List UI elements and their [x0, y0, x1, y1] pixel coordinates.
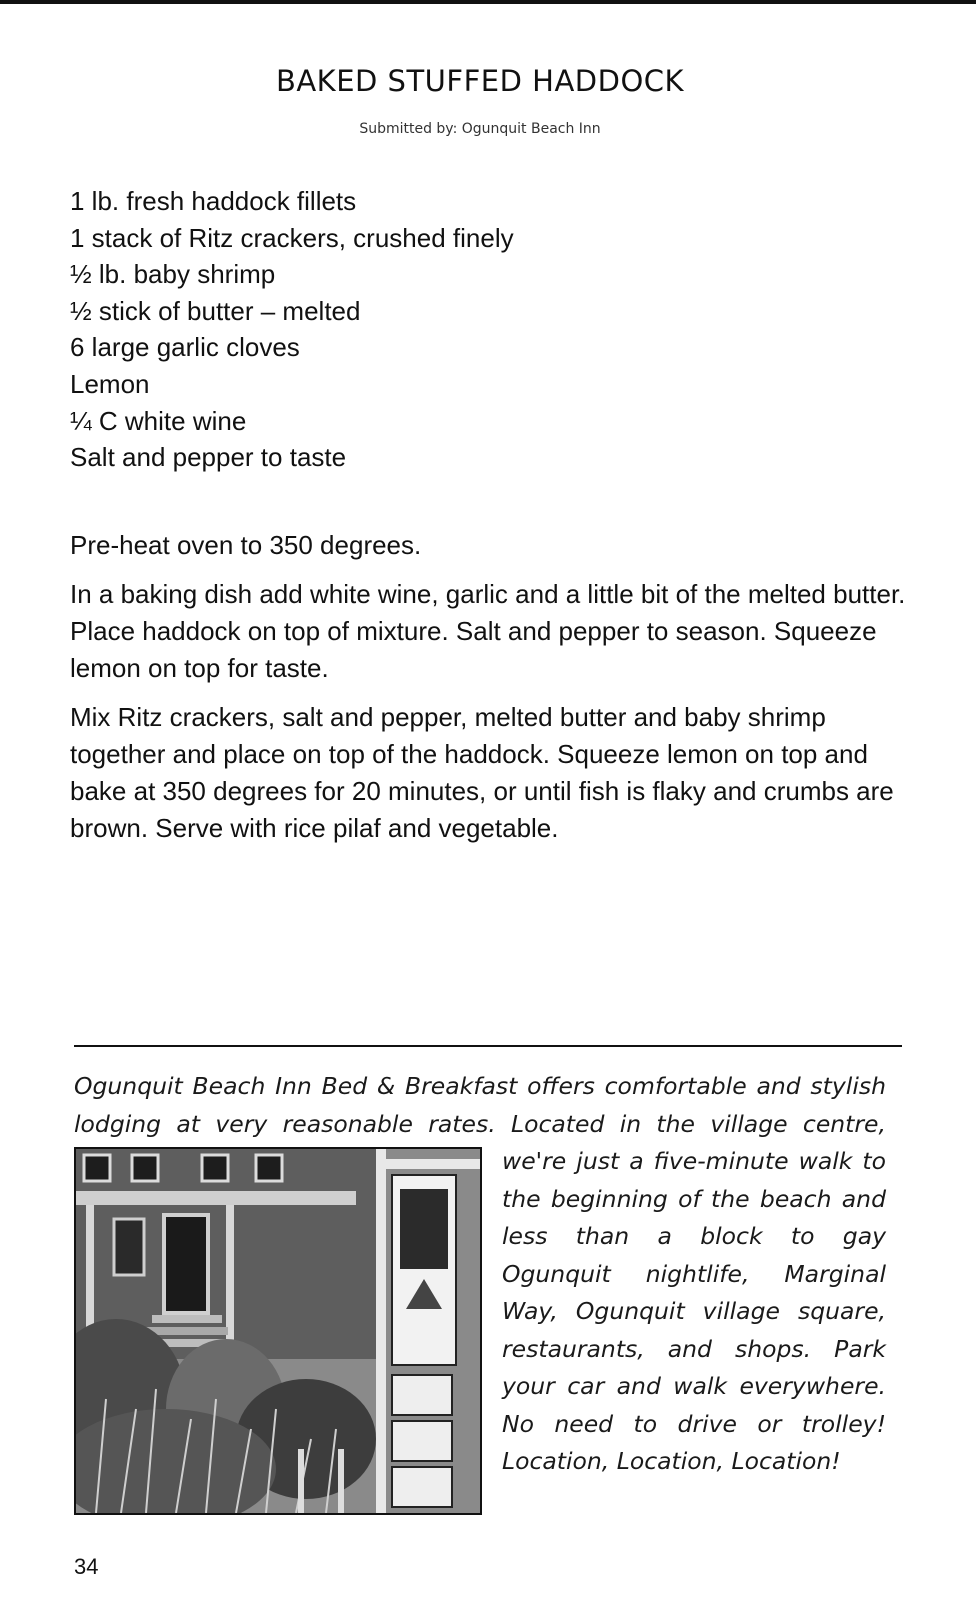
- inn-description-rest: Located in the village centre, we're just a five-minute walk to the beginning of the beach and less than a block to gay Ogunquit nightlife, Marginal Way, Ogunquit village square, restaurants, and shops. Park your car and walk everywhere. No need to drive or trolley! Location, Location, Location!: [502, 1109, 886, 1475]
- inn-description: [74, 1068, 886, 1515]
- inn-description-lead: Ogunquit Beach Inn Bed & Breakfast offers comfortable and stylish lodging at very reasonable rates.: [74, 1072, 886, 1138]
- ingredient-list: [70, 183, 514, 476]
- ingredient-item: Lemon: [70, 368, 150, 399]
- ingredient-item: 6 large garlic cloves: [70, 332, 300, 363]
- ingredient-item: ½ lb. baby shrimp: [70, 259, 276, 290]
- direction-step: In a baking dish add white wine, garlic and a little bit of the melted butter. Place haddock on top of mixture. Salt and pepper to season. Squeeze lemon on top for taste.: [70, 579, 906, 683]
- page-number: 34: [74, 1554, 99, 1579]
- ingredient-item: ½ stick of butter – melted: [70, 295, 361, 326]
- inn-photo: [74, 1147, 482, 1515]
- page-top-rule: [0, 0, 976, 4]
- ingredient-item: Salt and pepper to taste: [70, 442, 347, 473]
- submitted-by: Submitted by: Ogunquit Beach Inn: [359, 121, 601, 137]
- ingredient-item: 1 stack of Ritz crackers, crushed finely: [70, 222, 514, 253]
- section-divider: [74, 1045, 902, 1047]
- direction-step: Pre-heat oven to 350 degrees.: [70, 530, 422, 560]
- direction-step: Mix Ritz crackers, salt and pepper, melted butter and baby shrimp together and place on top of the haddock. Squeeze lemon on top and bake at 350 degrees for 20 minutes, or until fish is flaky and crumbs are brown. Serve with rice pilaf and vegetable.: [70, 702, 894, 843]
- ingredient-item: 1 lb. fresh haddock fillets: [70, 186, 357, 216]
- inn-sign-photo-icon: [76, 1149, 480, 1513]
- ingredient-item: ¼ C white wine: [70, 405, 247, 436]
- directions: [70, 527, 910, 859]
- recipe-title: BAKED STUFFED HADDOCK: [275, 64, 685, 98]
